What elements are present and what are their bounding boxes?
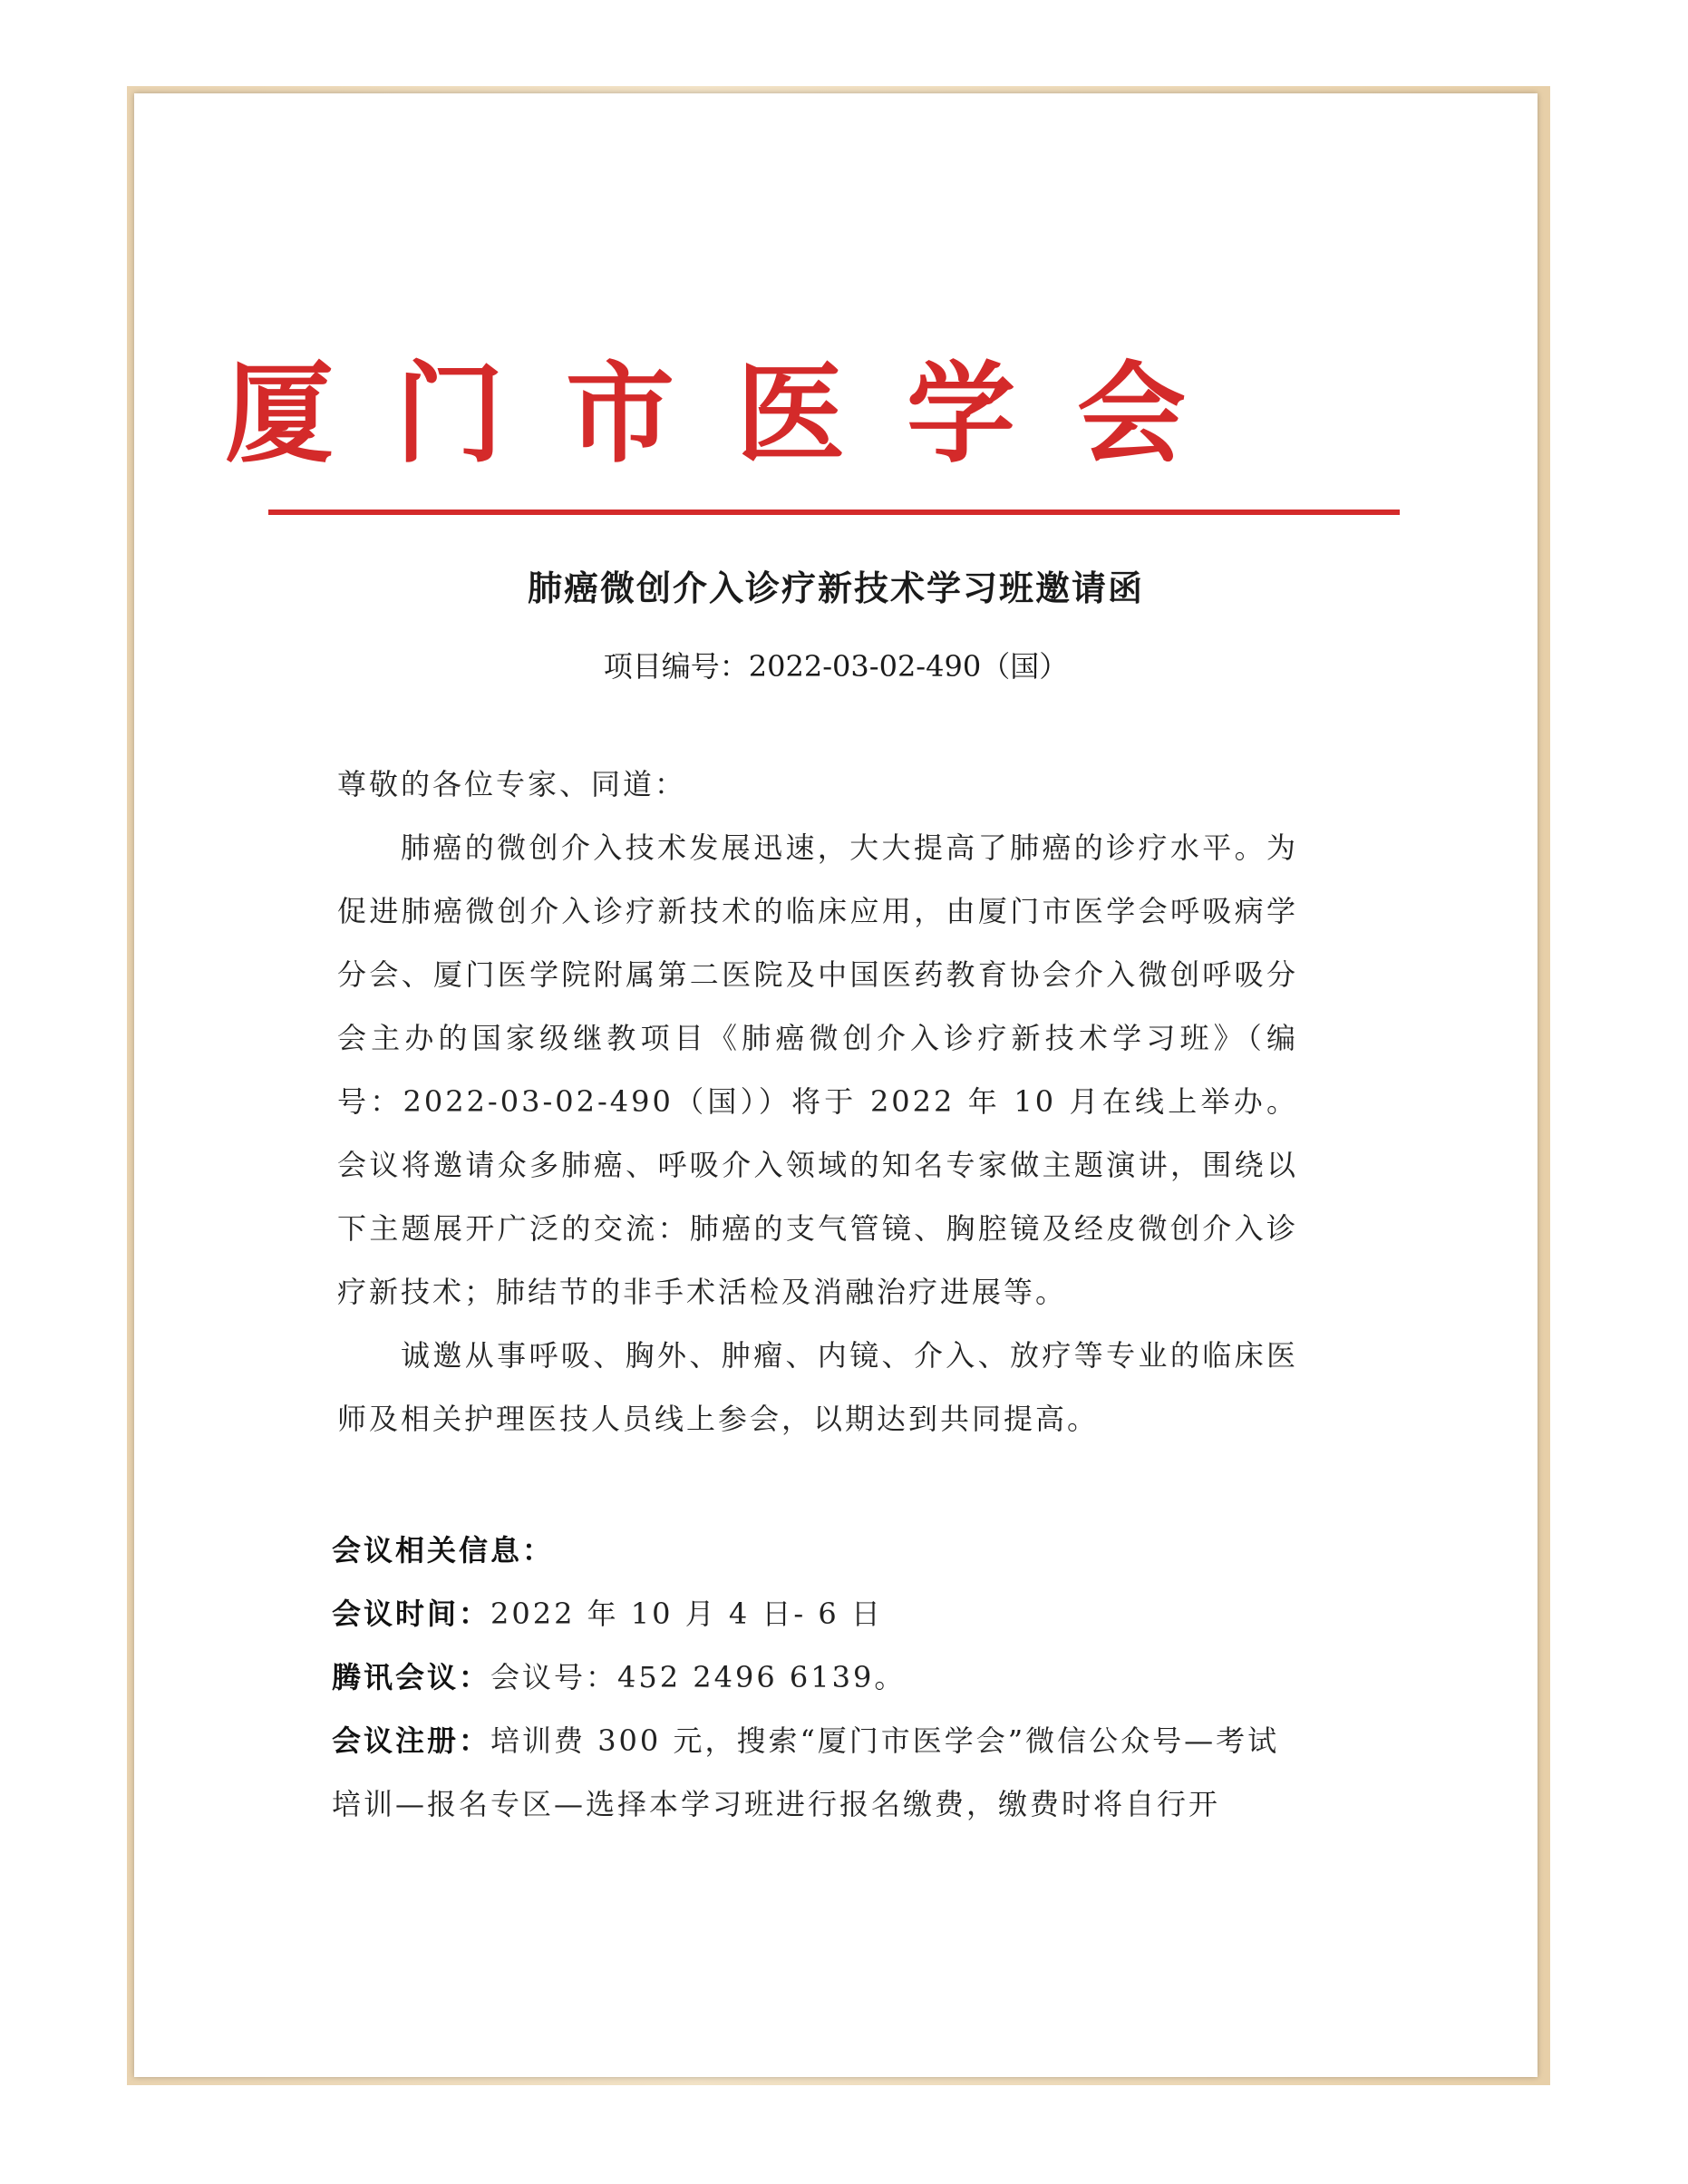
letter-body (337, 752, 1298, 1451)
registration-label: 会议注册： (332, 1723, 491, 1758)
project-number: 项目编号：2022-03-02-490（国） (603, 649, 1069, 684)
document-title: 肺癌微创介入诊疗新技术学习班邀请函 (527, 568, 1144, 608)
meeting-info-heading: 会议相关信息： (332, 1533, 555, 1568)
registration-row (332, 1709, 1302, 1836)
meeting-time-label: 会议时间： (332, 1597, 491, 1631)
meeting-time-row (332, 1582, 1302, 1645)
tencent-meeting-value: 会议号：452 2496 6139。 (490, 1660, 907, 1694)
tencent-meeting-label: 腾讯会议： (332, 1660, 491, 1694)
letterhead-org-name: 厦门市医学会 (225, 350, 1247, 478)
meeting-info (332, 1519, 1302, 1836)
registration-value: 培训费 300 元，搜索“厦门市医学会”微信公众号—考试培训—报名专区—选择本学习班进行报名缴费，缴费时将自行开 (332, 1723, 1280, 1821)
body-paragraph-2: 诚邀从事呼吸、胸外、肿瘤、内镜、介入、放疗等专业的临床医师及相关护理医技人员线上参会，以期达到共同提高。 (337, 1338, 1298, 1436)
salutation: 尊敬的各位专家、同道： (337, 767, 687, 801)
letterhead-red-rule (268, 510, 1400, 515)
meeting-time-value: 2022 年 10 月 4 日- 6 日 (490, 1597, 883, 1631)
body-paragraph-1: 肺癌的微创介入技术发展迅速，大大提高了肺癌的诊疗水平。为促进肺癌微创介入诊疗新技术的临床应用，由厦门市医学会呼吸病学分会、厦门医学院附属第二医院及中国医药教育协会介入微创呼吸分会主办的国家级继教项目《肺癌微创介入诊疗新技术学习班》（编号：2022-03-02-490（国））将于 2022 年 10 月在线上举办。会议将邀请众多肺癌、呼吸介入领域的知名专家做主题演讲，围绕以下主题展开广泛的交流：肺癌的支气管镜、胸腔镜及经皮微创介入诊疗新技术；肺结节的非手术活检及消融治疗进展等。 (337, 830, 1298, 1309)
tencent-meeting-row (332, 1645, 1302, 1709)
